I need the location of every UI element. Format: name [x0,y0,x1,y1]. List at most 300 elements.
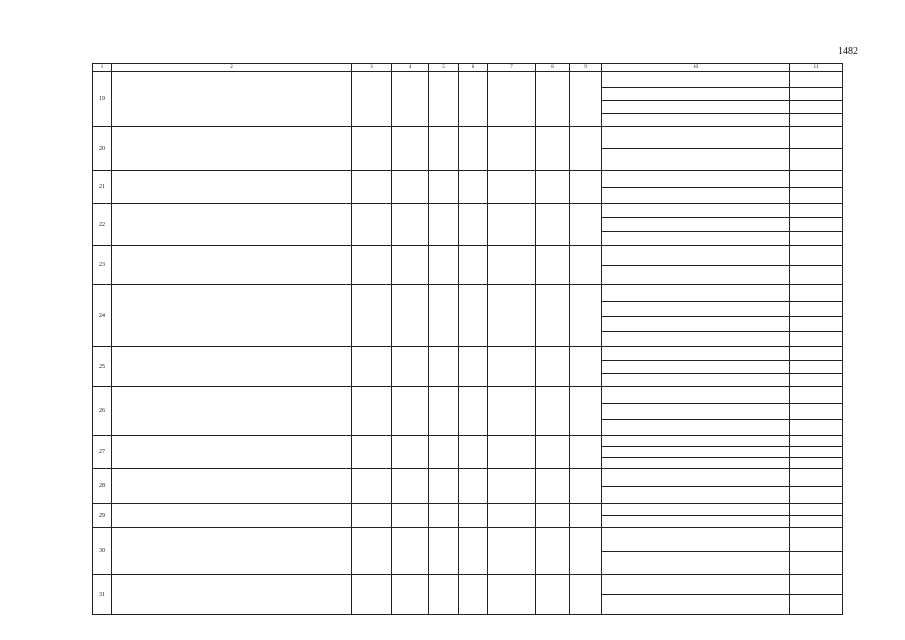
table-cell [392,246,429,285]
registry-table-container [92,63,842,615]
cell-subrow-value [602,332,789,347]
cell-subrows [602,347,789,386]
table-cell [392,387,429,436]
cell-subrow [790,204,842,218]
table-cell [536,246,570,285]
cell-subrows [790,72,842,126]
cell-subrows [602,436,789,468]
works-cell [602,204,790,246]
table-cell [352,469,392,504]
cell-subrow [790,469,842,487]
cell-subrows [602,171,789,203]
cell-subrow-value [790,72,842,88]
period-cell [790,285,843,347]
works-cell [602,504,790,528]
row-number: 25 [93,347,112,387]
table-cell [112,387,352,436]
table-cell [352,285,392,347]
cell-subrow-value [790,447,842,458]
cell-subrows [790,436,842,468]
table-cell [429,285,459,347]
cell-subrow [790,149,842,171]
cell-subrow [602,595,789,615]
cell-subrow [602,504,789,516]
cell-subrow [602,88,789,101]
cell-subrow-value [602,595,789,615]
cell-subrows [602,246,789,284]
cell-subrow [790,302,842,317]
cell-subrows [790,347,842,386]
cell-subrow-value [602,101,789,114]
cell-subrow-value [602,447,789,458]
cell-subrow-value [790,332,842,347]
row-number: 27 [93,436,112,469]
cell-subrow [602,528,789,552]
table-cell [536,575,570,615]
table-cell [459,528,488,575]
table-row [93,246,843,285]
column-number: 2 [112,64,352,72]
table-cell [392,575,429,615]
table-cell [459,347,488,387]
cell-subrow [790,232,842,246]
table-cell [392,504,429,528]
row-number: 30 [93,528,112,575]
table-cell [429,387,459,436]
cell-subrow-value [602,188,789,204]
column-number: 4 [392,64,429,72]
row-number: 28 [93,469,112,504]
row-number: 22 [93,204,112,246]
table-cell [570,387,602,436]
table-cell [570,504,602,528]
cell-subrow-value [790,420,842,436]
cell-subrow-value [790,374,842,387]
cell-subrow [790,88,842,101]
cell-subrow-value [602,487,789,504]
cell-subrow [790,528,842,552]
row-number: 24 [93,285,112,347]
table-cell [459,127,488,171]
cell-subrow-value [602,387,789,404]
cell-subrow [602,332,789,347]
table-cell [459,504,488,528]
table-cell [488,387,536,436]
cell-subrow [602,114,789,127]
column-number: 7 [488,64,536,72]
cell-subrows [790,575,842,614]
cell-subrow-value [790,528,842,552]
period-cell [790,204,843,246]
period-cell [790,127,843,171]
cell-subrow-value [790,361,842,374]
cell-subrow-value [602,575,789,595]
page-number: 1482 [838,46,858,57]
table-cell [429,528,459,575]
cell-subrow [790,171,842,188]
table-cell [112,528,352,575]
cell-subrow [602,171,789,188]
table-cell [536,387,570,436]
cell-subrow [602,246,789,266]
works-cell [602,575,790,615]
cell-subrow [790,317,842,332]
table-cell [570,436,602,469]
table-cell [429,72,459,127]
registry-table-body [93,64,843,615]
row-number: 19 [93,72,112,127]
cell-subrow-value [602,361,789,374]
table-cell [112,436,352,469]
works-cell [602,347,790,387]
table-row [93,127,843,171]
cell-subrow [790,487,842,504]
table-cell [392,204,429,246]
cell-subrow-value [790,347,842,361]
table-row [93,469,843,504]
table-cell [536,285,570,347]
cell-subrow-value [602,504,789,516]
table-cell [352,504,392,528]
cell-subrow [790,504,842,516]
column-number: 9 [570,64,602,72]
table-cell [488,528,536,575]
cell-subrows [790,528,842,574]
cell-subrow-value [790,204,842,218]
cell-subrow-value [602,218,789,232]
table-cell [570,171,602,204]
table-cell [392,127,429,171]
table-cell [570,204,602,246]
works-cell [602,436,790,469]
table-row [93,285,843,347]
cell-subrows [790,171,842,203]
cell-subrows [602,528,789,574]
table-cell [488,285,536,347]
cell-subrow-value [790,285,842,302]
works-cell [602,127,790,171]
works-cell [602,528,790,575]
table-cell [429,575,459,615]
table-cell [536,72,570,127]
works-cell [602,72,790,127]
period-cell [790,347,843,387]
table-cell [112,285,352,347]
cell-subrow [602,285,789,302]
table-cell [570,347,602,387]
cell-subrow [602,188,789,204]
cell-subrow-value [602,232,789,246]
row-number: 29 [93,504,112,528]
column-number: 3 [352,64,392,72]
cell-subrows [790,504,842,527]
table-cell [112,504,352,528]
table-cell [536,528,570,575]
table-cell [429,127,459,171]
cell-subrow-value [790,188,842,204]
table-cell [392,171,429,204]
cell-subrow-value [602,285,789,302]
table-cell [112,469,352,504]
table-cell [112,347,352,387]
cell-subrow [790,72,842,88]
period-cell [790,528,843,575]
cell-subrow [602,447,789,458]
cell-subrows [602,387,789,435]
cell-subrow [602,387,789,404]
cell-subrow-value [790,88,842,101]
table-cell [429,204,459,246]
table-row [93,575,843,615]
cell-subrow-value [790,595,842,615]
table-cell [488,204,536,246]
cell-subrows [790,387,842,435]
column-number: 5 [429,64,459,72]
table-cell [112,204,352,246]
cell-subrow-value [790,504,842,516]
cell-subrow [602,127,789,149]
table-cell [112,171,352,204]
table-cell [536,171,570,204]
table-cell [488,246,536,285]
table-row [93,347,843,387]
table-cell [488,469,536,504]
cell-subrow-value [790,302,842,317]
table-cell [459,171,488,204]
cell-subrow-value [790,149,842,171]
cell-subrow [602,487,789,504]
cell-subrows [790,127,842,170]
table-cell [392,528,429,575]
column-number: 10 [602,64,790,72]
table-cell [429,347,459,387]
column-number: 6 [459,64,488,72]
cell-subrow [790,332,842,347]
period-cell [790,246,843,285]
table-cell [112,575,352,615]
table-cell [352,127,392,171]
table-cell [352,528,392,575]
table-cell [429,246,459,285]
cell-subrow [602,347,789,361]
table-cell [429,504,459,528]
cell-subrow [602,204,789,218]
table-cell [488,436,536,469]
table-cell [459,387,488,436]
cell-subrow-value [602,347,789,361]
cell-subrow-value [602,72,789,88]
cell-subrow-value [602,114,789,127]
cell-subrow-value [602,516,789,528]
works-cell [602,387,790,436]
cell-subrow-value [790,114,842,127]
cell-subrows [602,127,789,170]
table-cell [570,72,602,127]
cell-subrows [602,204,789,245]
table-row [93,504,843,528]
cell-subrows [602,285,789,346]
cell-subrow [790,458,842,469]
table-cell [352,72,392,127]
column-number-row [93,64,843,72]
cell-subrow-value [790,232,842,246]
row-number: 31 [93,575,112,615]
table-cell [352,204,392,246]
column-number: 8 [536,64,570,72]
cell-subrow-value [790,246,842,266]
table-cell [536,436,570,469]
cell-subrows [790,246,842,284]
cell-subrow [602,420,789,436]
table-cell [536,504,570,528]
cell-subrow [790,347,842,361]
registry-table [92,63,843,615]
table-cell [352,246,392,285]
works-cell [602,285,790,347]
cell-subrow [602,232,789,246]
cell-subrow [602,575,789,595]
table-cell [112,246,352,285]
table-cell [488,347,536,387]
cell-subrow-value [602,246,789,266]
cell-subrow-value [602,374,789,387]
cell-subrow [602,218,789,232]
table-cell [488,72,536,127]
table-cell [488,171,536,204]
cell-subrow-value [602,204,789,218]
cell-subrow [602,469,789,487]
cell-subrow [602,72,789,88]
cell-subrow [602,374,789,387]
cell-subrow [790,516,842,528]
table-row [93,171,843,204]
table-cell [352,387,392,436]
period-cell [790,387,843,436]
table-cell [570,285,602,347]
cell-subrow [602,302,789,317]
cell-subrow-value [790,575,842,595]
cell-subrow [790,387,842,404]
row-number: 26 [93,387,112,436]
works-cell [602,171,790,204]
table-cell [392,285,429,347]
cell-subrow [602,266,789,285]
period-cell [790,504,843,528]
table-cell [488,127,536,171]
table-row [93,436,843,469]
cell-subrow [790,127,842,149]
cell-subrow-value [602,404,789,420]
row-number: 23 [93,246,112,285]
cell-subrows [790,469,842,503]
cell-subrow-value [602,88,789,101]
column-number: 11 [790,64,843,72]
table-row [93,204,843,246]
cell-subrow-value [602,420,789,436]
table-cell [392,436,429,469]
period-cell [790,575,843,615]
cell-subrow-value [602,171,789,188]
table-cell [536,469,570,504]
table-row [93,387,843,436]
cell-subrow-value [790,218,842,232]
cell-subrow [790,447,842,458]
table-cell [488,575,536,615]
cell-subrow-value [790,127,842,149]
cell-subrow [602,458,789,469]
cell-subrow [602,516,789,528]
table-row [93,528,843,575]
cell-subrow [790,246,842,266]
cell-subrow [602,404,789,420]
table-cell [570,246,602,285]
cell-subrow-value [790,469,842,487]
table-cell [536,127,570,171]
cell-subrow-value [790,404,842,420]
cell-subrow-value [602,266,789,285]
cell-subrow-value [602,317,789,332]
cell-subrow [602,436,789,447]
table-cell [352,347,392,387]
cell-subrows [602,575,789,614]
row-number: 21 [93,171,112,204]
table-cell [459,469,488,504]
cell-subrow [790,420,842,436]
table-cell [352,436,392,469]
table-cell [352,171,392,204]
cell-subrow-value [602,127,789,149]
cell-subrow-value [790,101,842,114]
cell-subrow [790,114,842,127]
cell-subrows [602,504,789,527]
column-number: 1 [93,64,112,72]
cell-subrow [602,149,789,171]
cell-subrows [790,285,842,346]
table-cell [459,575,488,615]
cell-subrow-value [790,266,842,285]
period-cell [790,436,843,469]
cell-subrow-value [602,436,789,447]
cell-subrow [602,101,789,114]
table-cell [459,204,488,246]
cell-subrow [790,575,842,595]
table-cell [392,347,429,387]
table-cell [392,469,429,504]
cell-subrow-value [602,302,789,317]
table-cell [392,72,429,127]
table-cell [570,469,602,504]
table-cell [112,72,352,127]
table-cell [488,504,536,528]
cell-subrow [790,101,842,114]
cell-subrow [602,361,789,374]
cell-subrows [790,204,842,245]
cell-subrow [602,317,789,332]
table-cell [570,575,602,615]
cell-subrow [790,404,842,420]
cell-subrow-value [602,552,789,575]
table-cell [459,246,488,285]
table-cell [570,528,602,575]
cell-subrow [790,266,842,285]
cell-subrow [790,374,842,387]
cell-subrow [790,595,842,615]
cell-subrow-value [602,458,789,469]
cell-subrow [790,436,842,447]
cell-subrow [790,552,842,575]
cell-subrow-value [790,516,842,528]
table-cell [459,72,488,127]
